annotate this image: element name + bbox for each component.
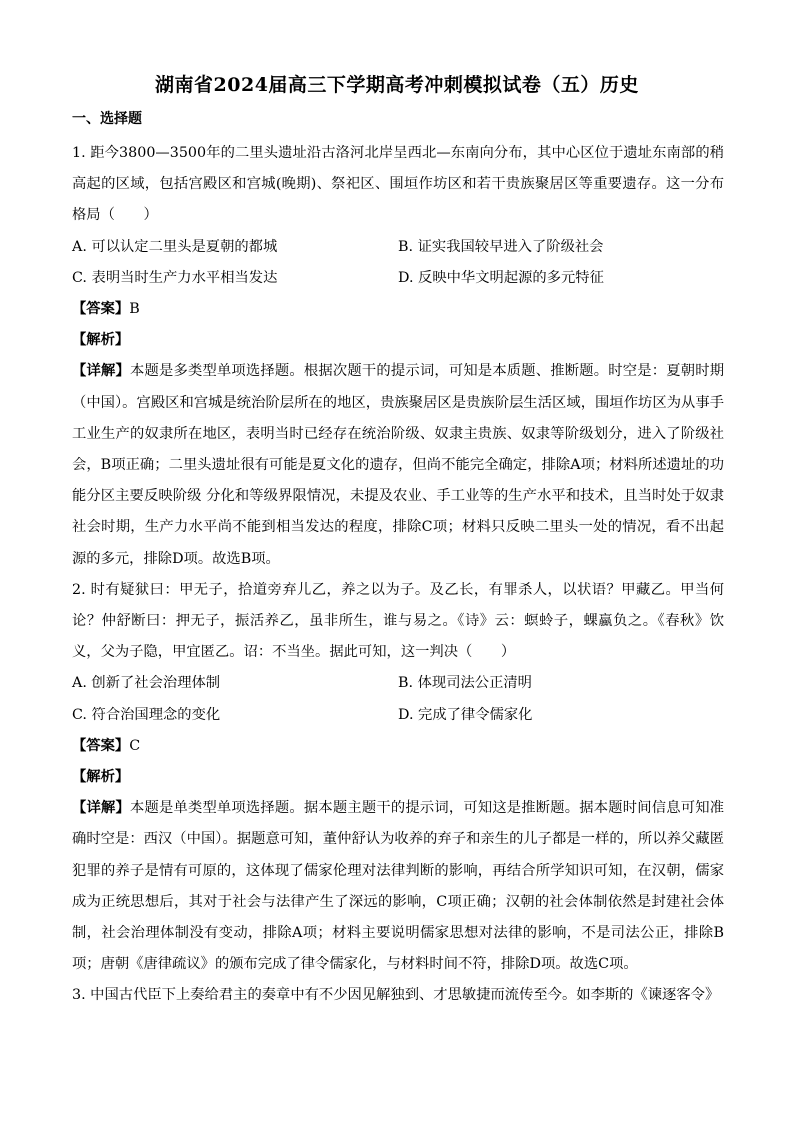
answer-value: C bbox=[129, 737, 141, 754]
question-1-detail bbox=[72, 356, 724, 574]
question-2-answer bbox=[72, 731, 724, 762]
questions-body bbox=[72, 138, 724, 1012]
detail-label: 【详解】 bbox=[72, 800, 130, 817]
detail-text: 本题是单类型单项选择题。据本题主题干的提示词，可知这是推断题。据本题时间信息可知准确时空是：西汉（中国）。据题意可知，董仲舒认为收养的弃子和亲生的儿子都是一样的，所以养父藏匿犯罪的养子是情有可原的，这体现了儒家伦理对法律判断的影响，再结合所学知识可知，在汉朝，儒家成为正统思想后，其对于社会与法律产生了深远的影响，C项正确；汉朝的社会体制依然是封建社会体制，社会治理体制没有变动，排除A项；材料主要说明儒家思想对法律的影响，不是司法公正，排除B项；唐朝《唐律疏议》的颁布完成了律令儒家化，与材料时间不符，排除D项。故选C项。 bbox=[72, 800, 725, 973]
question-1-option-a: A. 可以认定二里头是夏朝的都城 bbox=[72, 238, 278, 255]
section-heading: 一、选择题 bbox=[72, 111, 142, 127]
question-2-stem: 2. 时有疑狱曰：甲无子，拾道旁弃儿乙，养之以为子。及乙长，有罪杀人，以状语？甲藏乙。甲当何论？仲舒断曰：押无子，振活养乙，虽非所生，谁与易之。《诗》云：螟蛉子，蜾蠃负之。《春秋》饮义，父为子隐，甲宜匿乙。诏：不当坐。据此可知，这一判决（ ） bbox=[72, 581, 724, 661]
question-1-answer bbox=[72, 294, 724, 325]
question-3-stem: 3. 中国古代臣下上奏给君主的奏章中有不少因见解独到、才思敏捷而流传至今。如李斯的《谏逐客令》 bbox=[72, 987, 720, 1004]
question-2-option-d: D. 完成了律令儒家化 bbox=[398, 706, 533, 723]
question-1-option-d: D. 反映中华文明起源的多元特征 bbox=[398, 269, 604, 286]
question-2-option-a: A. 创新了社会治理体制 bbox=[72, 675, 221, 692]
question-2-detail bbox=[72, 793, 724, 980]
question-2-options bbox=[72, 668, 724, 730]
answer-label: 【答案】 bbox=[72, 737, 130, 754]
question-1-stem: 1. 距今3800—3500年的二里头遗址沿古洛河北岸呈西北—东南向分布，其中心区位于遗址东南部的稍高起的区域，包括宫殿区和宫城(晚期)、祭祀区、围垣作坊区和若干贵族聚居区等重要遗存。这一分布格局（ ） bbox=[72, 145, 724, 224]
question-1-option-c: C. 表明当时生产力水平相当发达 bbox=[72, 269, 278, 286]
answer-value: B bbox=[129, 301, 140, 318]
answer-label: 【答案】 bbox=[72, 301, 130, 318]
detail-label: 【详解】 bbox=[72, 363, 130, 380]
analysis-label: 【解析】 bbox=[72, 769, 130, 786]
question-2-analysis bbox=[72, 762, 724, 793]
question-1-options bbox=[72, 232, 724, 294]
page-title: 湖南省2024届高三下学期高考冲刺模拟试卷（五）历史 bbox=[155, 74, 639, 96]
question-2-option-c: C. 符合治国理念的变化 bbox=[72, 706, 221, 723]
detail-text: 本题是多类型单项选择题。根据次题干的提示词，可知是本质题、推断题。时空是：夏朝时期（中国）。宫殿区和宫城是统治阶层所在的地区，贵族聚居区是贵族阶层生活区域，围垣作坊区为从事手工业生产的奴隶所在地区，表明当时已经存在统治阶级、奴隶主贵族、奴隶等阶级划分，进入了阶级社会，B项正确；二里头遗址很有可能是夏文化的遗存，但尚不能完全确定，排除A项；材料所述遗址的功能分区主要反映阶级 分化和等级界限情况，未提及农业、手工业等的生产水平和技术，且当时处于奴隶社会时期，生产力水平尚不能到相当发达的程度，排除C项；材料只反映二里头一处的情况，看不出起源的多元，排除D项。故选B项。 bbox=[72, 363, 725, 567]
question-2-option-b: B. 体现司法公正清明 bbox=[398, 675, 532, 692]
analysis-label: 【解析】 bbox=[72, 332, 130, 349]
question-1-option-b: B. 证实我国较早进入了阶级社会 bbox=[398, 238, 604, 255]
question-1-analysis bbox=[72, 325, 724, 356]
